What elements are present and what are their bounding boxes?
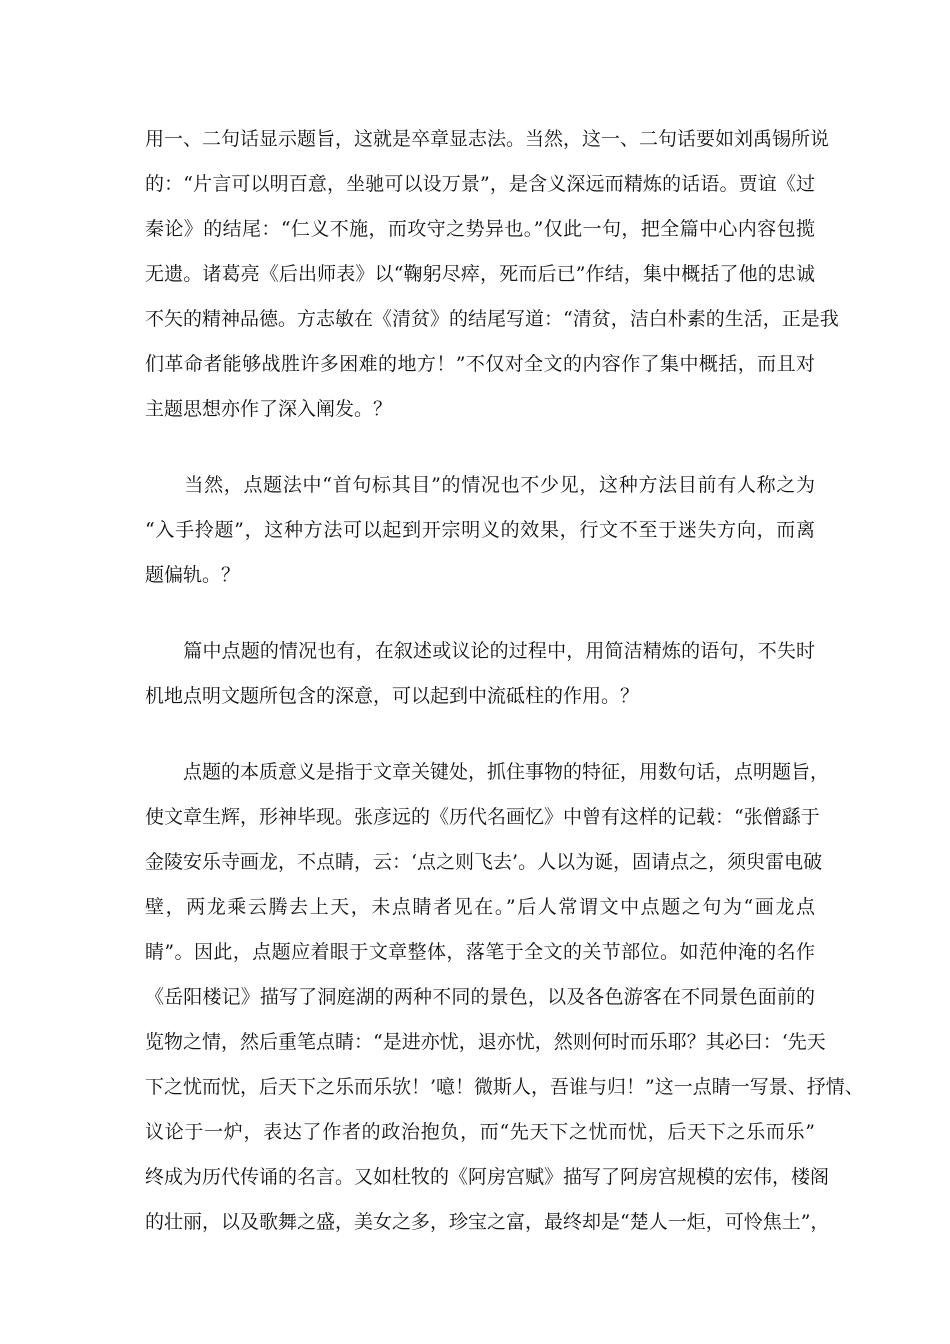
text-line: 的：“片言可以明百意，坐驰可以设万景”，是含义深远而精炼的话语。贾谊《过 xyxy=(145,173,815,195)
text-line: 睛”。因此，点题应着眼于文章整体，落笔于全文的关节部位。如范仲淹的名作 xyxy=(145,941,815,963)
text-line: 用一、二句话显示题旨，这就是卒章显志法。当然，这一、二句话要如刘禹锡所说 xyxy=(145,128,830,150)
text-line: 议论于一炉，表达了作者的政治抱负，而“先天下之忧而忧，后天下之乐而乐” xyxy=(145,1121,815,1143)
text-line: 点题的本质意义是指于文章关键处，抓住事物的特征，用数句话，点明题旨， xyxy=(145,761,830,783)
text-line: 秦论》的结尾：“仁义不施，而攻守之势异也。”仅此一句，把全篇中心内容包揽 xyxy=(145,218,815,240)
text-line: 终成为历代传诵的名言。又如杜牧的《阿房宫赋》描写了阿房宫规模的宏伟，楼阁 xyxy=(145,1166,830,1188)
paragraph-gap xyxy=(145,598,815,629)
paragraph-2 xyxy=(145,463,815,598)
paragraph-gap xyxy=(145,432,815,463)
text-line: 壁，两龙乘云腾去上天，未点睛者见在。”后人常谓文中点题之句为“画龙点 xyxy=(145,896,815,918)
text-line: 主题思想亦作了深入阐发。？ xyxy=(145,398,393,420)
paragraph-3 xyxy=(145,629,815,719)
paragraph-gap xyxy=(145,719,815,750)
text-line: 篇中点题的情况也有，在叙述或议论的过程中，用简洁精炼的语句，不失时 xyxy=(145,640,815,662)
text-line: 览物之情，然后重笔点睛：“是进亦忧，退亦忧，然则何时而乐耶？其必曰：‘先天 xyxy=(145,1031,826,1053)
text-line: 使文章生辉，形神毕现。张彦远的《历代名画忆》中曾有这样的记载：“张僧繇于 xyxy=(145,806,820,828)
document-page xyxy=(145,117,864,1245)
text-line: 们革命者能够战胜许多困难的地方！”不仅对全文的内容作了集中概括，而且对 xyxy=(145,353,815,375)
paragraph-1 xyxy=(145,117,839,432)
paragraph-4 xyxy=(145,750,864,1245)
text-line: 《岳阳楼记》描写了洞庭湖的两种不同的景色，以及各色游客在不同景色面前的 xyxy=(145,986,815,1008)
text-line: 当然，点题法中“首句标其目”的情况也不少见，这种方法目前有人称之为 xyxy=(145,474,815,496)
text-line: 不矢的精神品德。方志敏在《清贫》的结尾写道：“清贫，洁白朴素的生活，正是我 xyxy=(145,308,839,330)
text-line: 金陵安乐寺画龙，不点睛，云：‘点之则飞去’。人以为诞，固请点之，须臾雷电破 xyxy=(145,851,823,873)
text-line: 的壮丽，以及歌舞之盛，美女之多，珍宝之富，最终却是“楚人一炬，可怜焦土”， xyxy=(145,1211,830,1233)
text-line: 题偏轨。？ xyxy=(145,564,241,586)
text-line: 下之忧而忧，后天下之乐而乐欤！’噫！微斯人，吾谁与归！”这一点睛一写景、抒情、 xyxy=(145,1076,864,1098)
text-line: 无遗。诸葛亮《后出师表》以“鞠躬尽瘁，死而后已”作结，集中概括了他的忠诚 xyxy=(145,263,815,285)
text-line: 机地点明文题所包含的深意，可以起到中流砥柱的作用。？ xyxy=(145,685,640,707)
text-line: “入手拎题”，这种方法可以起到开宗明义的效果，行文不至于迷失方向，而离 xyxy=(145,519,815,541)
